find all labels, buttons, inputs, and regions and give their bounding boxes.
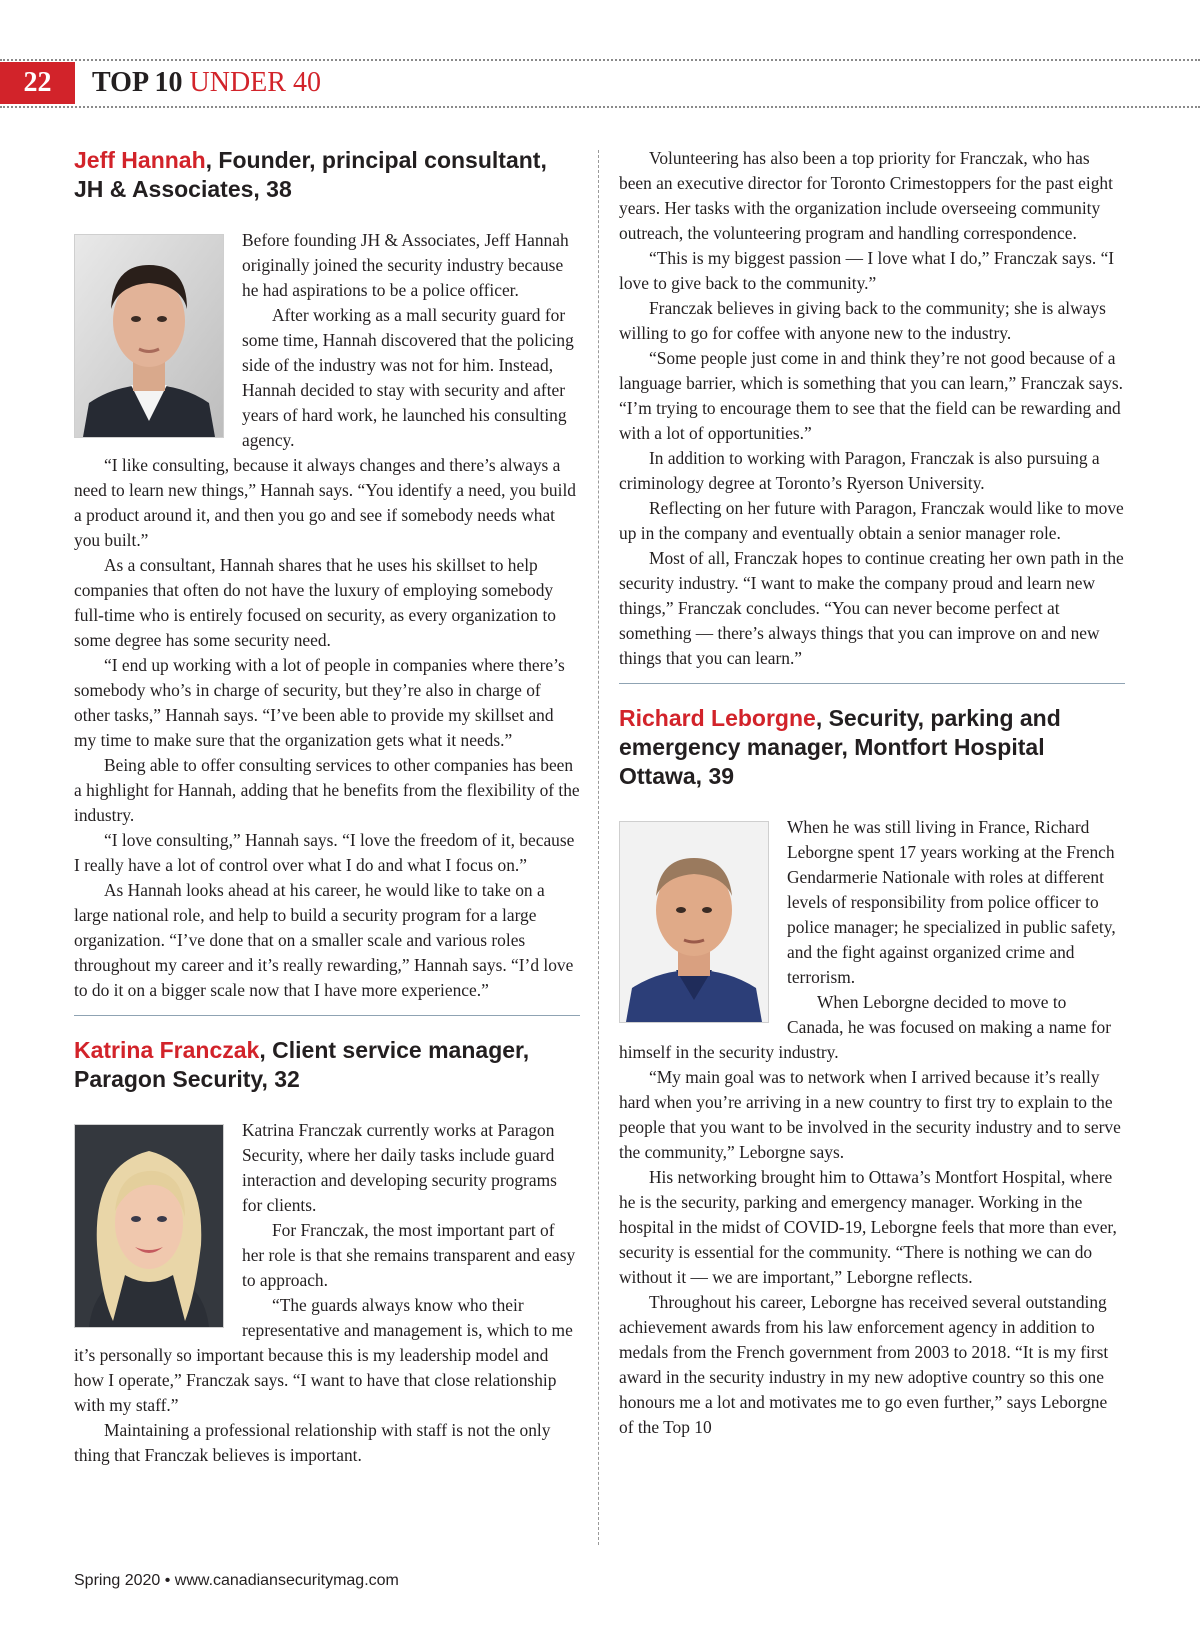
paragraph: Most of all, Franczak hopes to continue creating her own path in the security industry. “I want to make the company proud and learn new things,” Franczak concludes. “You can never become perfect at something — there’s always things that you can improve on and new things that you can learn.” (619, 548, 1124, 668)
paragraph: After working as a mall security guard for some time, Hannah discovered that the policing side of the industry was not for him. Instead, Hannah decided to stay with security and after years of hard work, he launched his consulting agency. (242, 305, 574, 450)
portrait-photo-jeff-hannah (74, 234, 224, 438)
paragraph: “I love consulting,” Hannah says. “I love the freedom of it, because I really have a lot of control over what I do and what I focus on.” (74, 830, 575, 875)
page-number: 22 (0, 62, 75, 104)
article-divider (619, 683, 1125, 684)
person-role: , Founder, principal consultant, JH & Associates, 38 (74, 147, 547, 202)
paragraph: For Franczak, the most important part of her role is that she remains transparent and easy to approach. (242, 1220, 576, 1290)
paragraph: As Hannah looks ahead at his career, he would like to take on a large national role, and help to build a security program for a large organization. “I’ve done that on a smaller scale and various roles throughout my career and it’s really rewarding,” Hannah says. “I’d love to do it on a bigger scale now that I have more experience.” (74, 880, 574, 1000)
article-headline (74, 146, 580, 204)
paragraph: Reflecting on her future with Paragon, Franczak would like to move up in the company and eventually obtain a senior manager role. (619, 498, 1124, 543)
paragraph: Throughout his career, Leborgne has received several outstanding achievement awards from his law enforcement agency in addition to medals from the French government from 2003 to 2018. “It is my first award in the security industry in my new adoptive country so this one honours me a lot and motivates me to go even further,” says Leborgne of the Top 10 (619, 1292, 1109, 1437)
person-name: Jeff Hannah (74, 147, 206, 173)
article-headline (74, 1036, 580, 1094)
paragraph: Maintaining a professional relationship with staff is not the only thing that Franczak believes is important. (74, 1420, 551, 1465)
paragraph: Before founding JH & Associates, Jeff Hannah originally joined the security industry because he had aspirations to be a police officer. (242, 230, 569, 300)
portrait-photo-katrina-franczak (74, 1124, 224, 1328)
portrait-photo-richard-leborgne (619, 821, 769, 1023)
article-richard-leborgne (619, 704, 1125, 1440)
paragraph: “I end up working with a lot of people in companies where there’s somebody who’s in charge of security, but they’re also in charge of other tasks,” Hannah says. “I’ve been able to provide my skillset and my time to make sure that the organization gets what it needs.” (74, 655, 565, 750)
header-top-rule (0, 59, 1200, 61)
person-name: Katrina Franczak (74, 1037, 260, 1063)
section-title (92, 64, 321, 102)
paragraph: “I like consulting, because it always changes and there’s always a need to learn new things,” Hannah says. “You identify a need, you build a product around it, and then you go and see if somebody needs what you built.” (74, 455, 576, 550)
person-role: , Client service manager, Paragon Security, 32 (74, 1037, 530, 1092)
section-title-part1: TOP 10 (92, 67, 183, 98)
article-headline (619, 704, 1125, 791)
paragraph: Franczak believes in giving back to the community; she is always willing to go for coffee with anyone new to the industry. (619, 298, 1106, 343)
paragraph: “This is my biggest passion — I love what I do,” Franczak says. “I love to give back to the community.” (619, 248, 1115, 293)
paragraph: “The guards always know who their representative and management is, which to me it’s personally so important because this is my leadership model and how I operate,” Franczak says. “I want to have that close relationship with my staff.” (74, 1295, 573, 1415)
paragraph: “My main goal was to network when I arrived because it’s really hard when you’re arriving in a new country to first try to explain to the people that you want to be involved in the security industry and to serve the community,” Leborgne says. (619, 1067, 1121, 1162)
person-role: , Security, parking and emergency manager, Montfort Hospital Ottawa, 39 (619, 705, 1061, 789)
article-jeff-hannah (74, 146, 580, 1003)
paragraph: When he was still living in France, Richard Leborgne spent 17 years working at the French Gendarmerie Nationale with roles at different levels of responsibility from police officer to police manager; he specialized in public safety, and the fight against organized crime and terrorism. (787, 817, 1116, 987)
paragraph: As a consultant, Hannah shares that he uses his skillset to help companies that often do not have the luxury of employing somebody full-time who is entirely focused on security, as every organization to some degree has some security need. (74, 555, 556, 650)
paragraph: When Leborgne decided to move to Canada, he was focused on making a name for himself in the security industry. (619, 992, 1112, 1062)
article-divider (74, 1015, 580, 1016)
section-title-part2: UNDER 40 (189, 67, 321, 98)
paragraph: Being able to offer consulting services to other companies has been a highlight for Hannah, adding that he benefits from the flexibility of the industry. (74, 755, 580, 825)
paragraph: Volunteering has also been a top priority for Franczak, who has been an executive director for Toronto Crimestoppers for the past eight years. Her tasks with the organization include overseeing community outreach, the volunteering program and handling correspondence. (619, 148, 1113, 243)
left-column (74, 146, 580, 1468)
right-column (619, 146, 1125, 1440)
paragraph: His networking brought him to Ottawa’s Montfort Hospital, where he is the security, parking and emergency manager. Working in the hospital in the midst of COVID-19, Leborgne feels that more than ever, security is essential for the community. “There is nothing we can do without it — we are important,” Leborgne reflects. (619, 1167, 1117, 1287)
header-bottom-rule (0, 106, 1200, 108)
article-katrina-franczak-continued (619, 146, 1125, 671)
paragraph: In addition to working with Paragon, Franczak is also pursuing a criminology degree at Toronto’s Ryerson University. (619, 448, 1100, 493)
paragraph: Katrina Franczak currently works at Paragon Security, where her daily tasks include guard interaction and developing security programs for clients. (242, 1120, 557, 1215)
column-divider (598, 150, 599, 1545)
article-katrina-franczak (74, 1036, 580, 1468)
person-name: Richard Leborgne (619, 705, 816, 731)
page-footer: Spring 2020 • www.canadiansecuritymag.com (74, 1572, 399, 1589)
paragraph: “Some people just come in and think they’re not good because of a language barrier, which is something that you can learn,” Franczak says. “I’m trying to encourage them to see that the field can be rewarding and with a lot of opportunities.” (619, 348, 1123, 443)
